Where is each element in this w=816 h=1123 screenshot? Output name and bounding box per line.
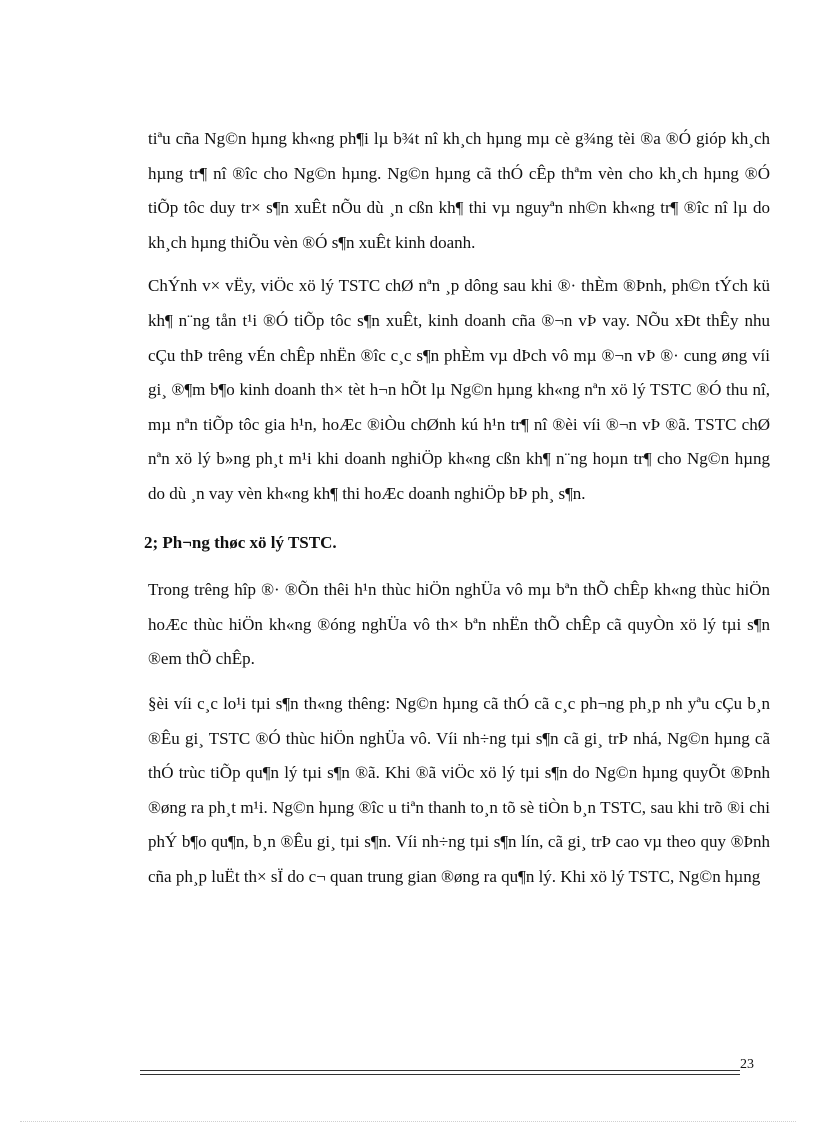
paragraph-2: ChÝnh v× vËy, viÖc xö lý TSTC chØ nªn ¸p dông sau khi ®· thÈm ®Þnh, ph©n tÝch kü kh¶ n¨ng tån t¹i ®Ó tiÕp tôc s¶n xuÊt, kinh doanh cña ®¬n vÞ vay. NÕu xÐt thÊy nhu cÇu thÞ trêng vÉn chÊp nhËn ®îc c¸c s¶n phÈm vµ dÞch vô mµ ®¬n vÞ ®· cung øng víi gi¸ ®¶m b¶o kinh doanh th× tèt h¬n hÕt lµ Ng©n hµng kh«ng nªn xö lý TSTC ®Ó thu nî, mµ nªn tiÕp tôc gia h¹n, hoÆc ®iÒu chØnh kú h¹n tr¶ nî ®èi víi ®¬n vÞ ®ã. TSTC chØ nªn xö lý b»ng ph¸t m¹i khi doanh nghiÖp kh«ng cßn kh¶ n¨ng hoµn tr¶ cho Ng©n hµng do dù ¸n vay vèn kh«ng kh¶ thi hoÆc doanh nghiÖp bÞ ph¸ s¶n. bbox=[148, 276, 770, 503]
page-bottom-divider bbox=[20, 1121, 796, 1122]
body-text bbox=[144, 122, 770, 894]
page-number: 23 bbox=[740, 1057, 754, 1072]
section-heading: 2; Ph¬ng thøc xö lý TSTC. bbox=[144, 532, 337, 552]
paragraph-3: Trong trêng hîp ®· ®Õn thêi h¹n thùc hiÖn nghÜa vô mµ bªn thÕ chÊp kh«ng thùc hiÖn hoÆc thùc hiÖn kh«ng ®óng nghÜa vô th× bªn nhËn thÕ chÊp cã quyÒn xö lý tµi s¶n ®em thÕ chÊp. bbox=[148, 580, 770, 669]
paragraph-4: §èi víi c¸c lo¹i tµi s¶n th«ng thêng: Ng©n hµng cã thÓ cã c¸c ph¬ng ph¸p nh yªu cÇu b¸n ®Êu gi¸ TSTC ®Ó thùc hiÖn nghÜa vô. Víi nh÷ng tµi s¶n cã gi¸ trÞ nhá, Ng©n hµng cã thÓ trùc tiÕp qu¶n lý tµi s¶n ®ã. Khi ®ã viÖc xö lý tµi s¶n do Ng©n hµng quyÕt ®Þnh ®øng ra ph¸t m¹i. Ng©n hµng ®îc u tiªn thanh to¸n tõ sè tiÒn b¸n TSTC, sau khi trõ ®i chi phÝ b¶o qu¶n, b¸n ®Êu gi¸ tµi s¶n. Víi nh÷ng tµi s¶n lín, cã gi¸ trÞ cao vµ theo quy ®Þnh cña ph¸p luËt th× sÏ do c¬ quan trung gian ®øng ra qu¶n lý. Khi xö lý TSTC, Ng©n hµng bbox=[148, 693, 770, 886]
footer-rule-top bbox=[140, 1070, 740, 1071]
paragraph-1: tiªu cña Ng©n hµng kh«ng ph¶i lµ b¾t nî kh¸ch hµng mµ cè g¾ng tèi ®a ®Ó gióp kh¸ch hµng tr¶ nî ®îc cho Ng©n hµng. Ng©n hµng cã thÓ cÊp thªm vèn cho kh¸ch hµng ®Ó tiÕp tôc duy tr× s¶n xuÊt nÕu dù ¸n cßn kh¶ thi vµ nguyªn nh©n kh«ng tr¶ ®îc nî lµ do kh¸ch hµng thiÕu vèn ®Ó s¶n xuÊt kinh doanh. bbox=[148, 129, 770, 252]
footer-rule-bottom bbox=[140, 1074, 740, 1075]
